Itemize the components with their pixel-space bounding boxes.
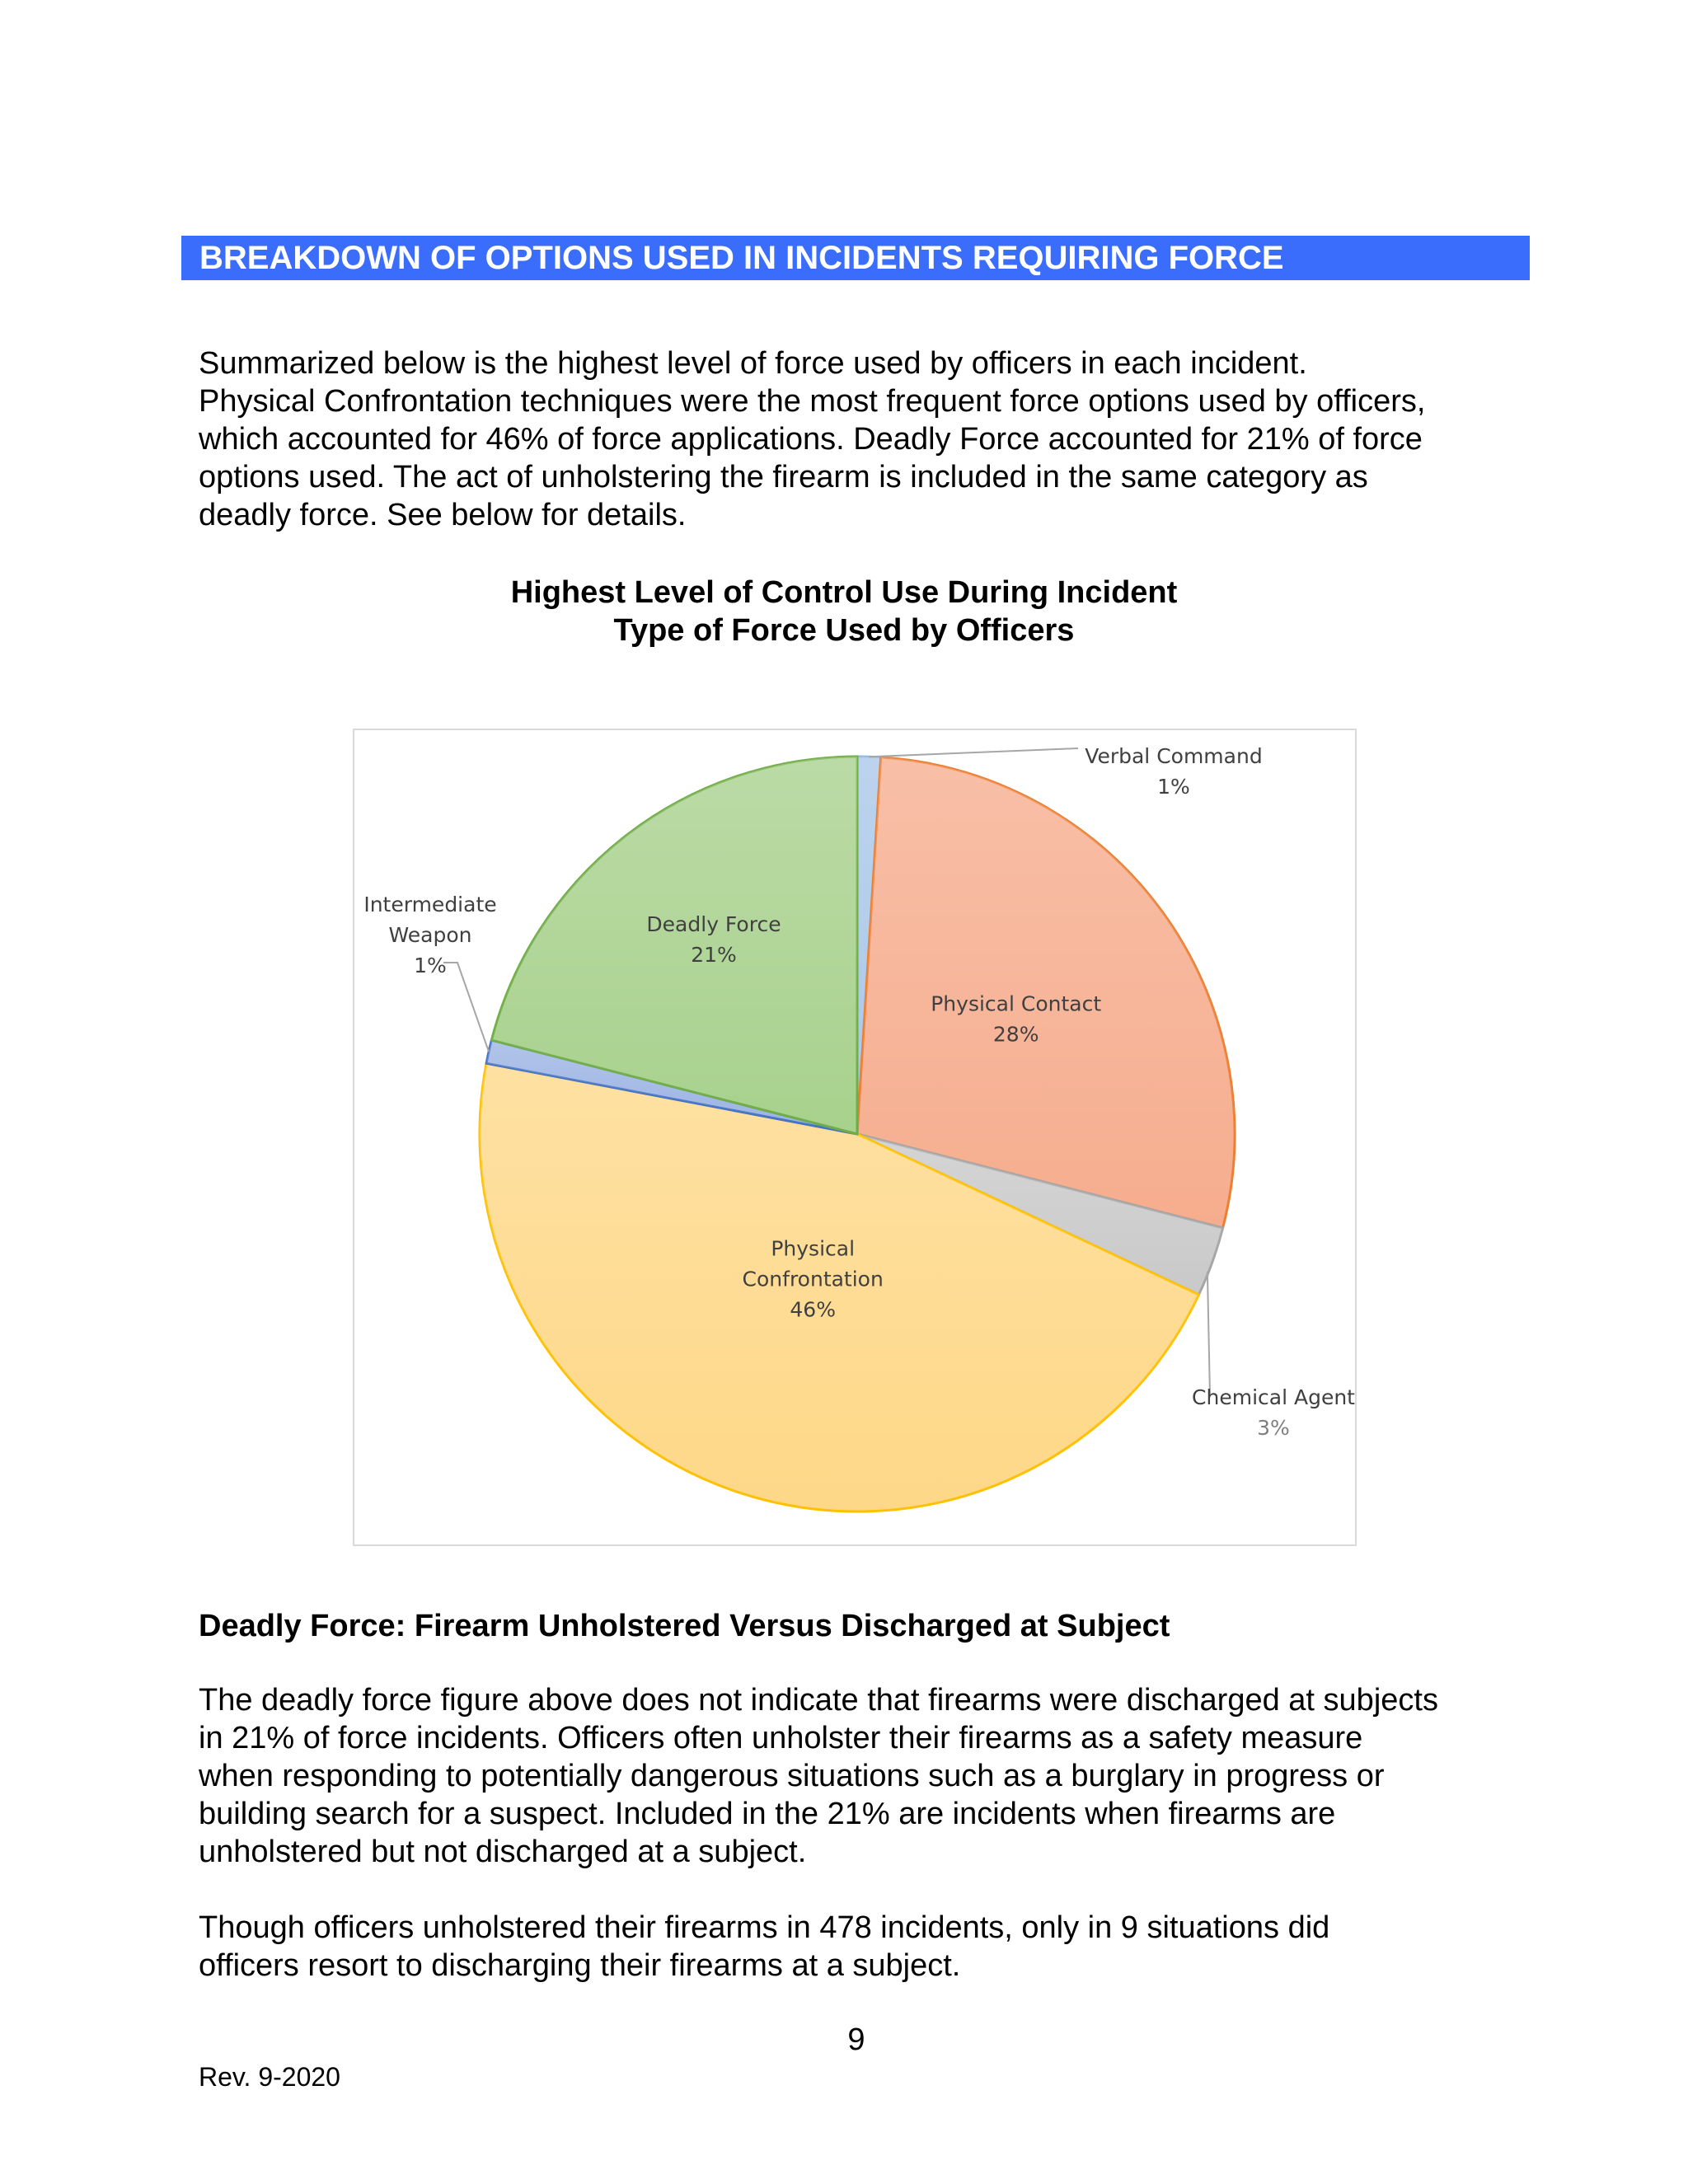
pie-chart-frame — [353, 729, 1357, 1546]
unholstered-line: officers resort to discharging their firearms at a subject. — [199, 1948, 961, 1983]
slice-category-label: Deadly Force — [646, 912, 781, 937]
slice-percent-label: 28% — [992, 1022, 1039, 1047]
intro-paragraph — [199, 344, 1550, 534]
revision-note: Rev. 9-2020 — [199, 2062, 340, 2092]
intro-line: Summarized below is the highest level of force used by officers in each incident. — [199, 346, 1307, 381]
deadly-force-line: building search for a suspect. Included in the 21% are incidents when firearms are — [199, 1797, 1336, 1831]
chart-heading — [0, 574, 1688, 649]
intro-line: Physical Confrontation techniques were the most frequent force options used by officers, — [199, 384, 1426, 419]
page-number: 9 — [847, 2022, 865, 2057]
deadly-force-line: when responding to potentially dangerous situations such as a burglary in progress or — [199, 1759, 1385, 1793]
section-banner: BREAKDOWN OF OPTIONS USED IN INCIDENTS REQUIRING FORCE — [181, 236, 1530, 280]
leader-line-verbal-command — [869, 748, 1078, 757]
slice-category-label: Intermediate — [363, 893, 497, 916]
unholstered-paragraph — [199, 1909, 1550, 1985]
slice-category-label: Physical Contact — [931, 991, 1102, 1016]
slice-percent-label: 1% — [1157, 775, 1190, 799]
leader-line-intermediate-weapon — [443, 963, 489, 1052]
leader-line-chemical-agent — [1207, 1272, 1210, 1396]
deadly-force-paragraph — [199, 1681, 1550, 1871]
intro-line: which accounted for 46% of force applications. Deadly Force accounted for 21% of force — [199, 422, 1423, 457]
slice-category-label: Confrontation — [742, 1267, 884, 1291]
slice-percent-label: 21% — [691, 943, 737, 968]
slice-category-label: Chemical Agent — [1192, 1385, 1355, 1409]
chart-heading-line2: Type of Force Used by Officers — [613, 613, 1075, 648]
pie-chart — [354, 730, 1355, 1544]
deadly-force-line: The deadly force figure above does not indicate that firearms were discharged at subjects — [199, 1683, 1438, 1718]
slice-category-label: Physical — [771, 1236, 856, 1261]
slice-percent-label: 1% — [414, 954, 447, 977]
deadly-force-line: unholstered but not discharged at a subject. — [199, 1835, 807, 1869]
intro-line: deadly force. See below for details. — [199, 498, 687, 532]
deadly-force-line: in 21% of force incidents. Officers often unholster their firearms as a safety measure — [199, 1721, 1363, 1755]
slice-category-label: Verbal Command — [1085, 744, 1263, 768]
deadly-force-heading: Deadly Force: Firearm Unholstered Versus Discharged at Subject — [199, 1609, 1170, 1643]
slice-percent-label: 3% — [1257, 1416, 1290, 1440]
slice-category-label: Weapon — [388, 923, 472, 947]
chart-heading-line1: Highest Level of Control Use During Incident — [510, 575, 1178, 610]
intro-line: options used. The act of unholstering the firearm is included in the same category as — [199, 460, 1368, 494]
unholstered-line: Though officers unholstered their firearms in 478 incidents, only in 9 situations did — [199, 1910, 1330, 1945]
slice-percent-label: 46% — [790, 1297, 836, 1322]
